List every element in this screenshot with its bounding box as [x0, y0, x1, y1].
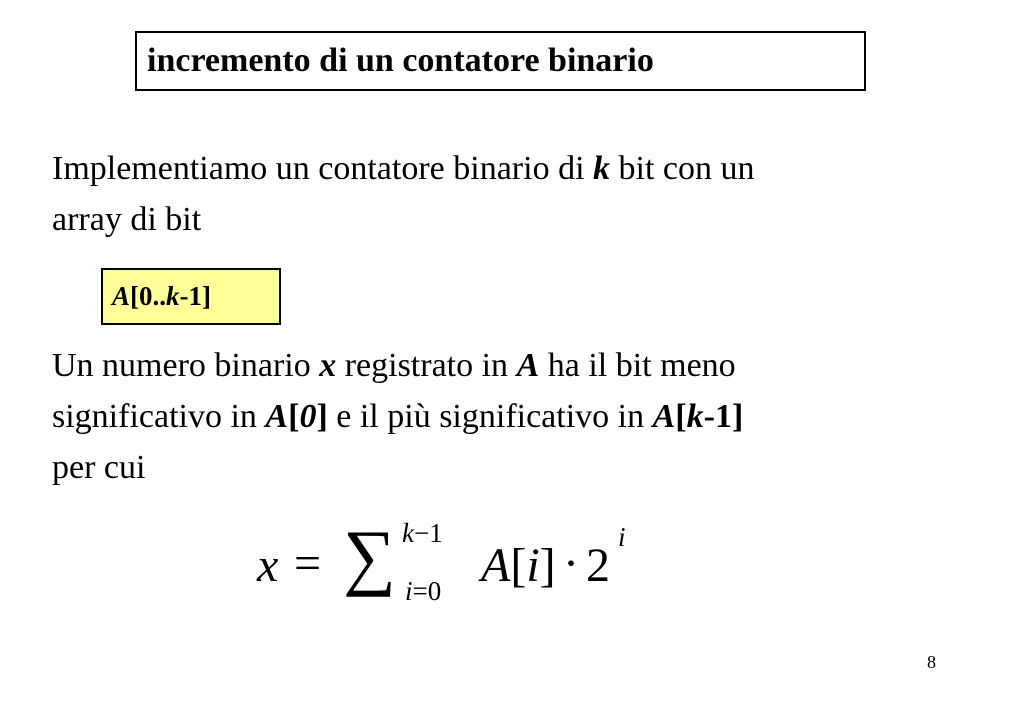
- intro-paragraph: [52, 143, 755, 245]
- desc-text-g: per cui: [52, 449, 146, 486]
- var-a-1: A: [516, 347, 540, 384]
- upper-rest: −1: [413, 518, 443, 548]
- desc-text-e: e il più significativo in: [327, 398, 653, 435]
- lower-rest: =0: [412, 576, 442, 606]
- desc-text-b: registrato in: [336, 347, 517, 384]
- bracket-close-1: ]: [316, 398, 328, 435]
- term-a: A: [481, 539, 511, 592]
- array-notation-box: [101, 268, 281, 325]
- formula-equals: =: [294, 537, 322, 590]
- var-k: k: [593, 150, 611, 187]
- bracket-open-2: [: [675, 398, 687, 435]
- array-close: -1]: [179, 281, 211, 311]
- term-close: ]: [539, 539, 556, 592]
- var-a-3: A: [652, 398, 676, 435]
- sigma-symbol: ∑: [343, 516, 396, 598]
- lower-var: i: [405, 576, 413, 606]
- description-paragraph: [52, 340, 743, 493]
- multiplication-dot: ·: [563, 537, 579, 590]
- desc-text-f: -1]: [703, 398, 744, 435]
- sum-upper-limit: [402, 518, 443, 549]
- sum-formula: [257, 518, 637, 613]
- term-i: i: [526, 539, 540, 592]
- page-number: 8: [927, 652, 936, 672]
- desc-text-c: ha il bit meno: [539, 347, 736, 384]
- term-open: [: [510, 539, 527, 592]
- power-exponent: i: [618, 522, 626, 552]
- formula-lhs: x: [257, 539, 279, 592]
- intro-text-a: Implementiamo un contatore binario di: [52, 150, 594, 187]
- array-var-k: k: [166, 281, 180, 311]
- var-a-2: A: [265, 398, 289, 435]
- desc-text-d: significativo in: [52, 398, 266, 435]
- var-k-2: k: [686, 398, 704, 435]
- sum-term: [481, 538, 556, 593]
- array-var-a: A: [112, 281, 131, 311]
- upper-var: k: [402, 518, 414, 548]
- slide-title: incremento di un contatore binario: [135, 31, 866, 91]
- var-x: x: [319, 347, 337, 384]
- power-base: 2: [586, 539, 610, 592]
- desc-text-a: Un numero binario: [52, 347, 320, 384]
- intro-text-c: array di bit: [52, 201, 202, 238]
- array-open: [0..: [130, 281, 167, 311]
- zero-index: 0: [299, 398, 317, 435]
- sum-lower-limit: [405, 576, 441, 607]
- intro-text-b: bit con un: [610, 150, 755, 187]
- bracket-open-1: [: [288, 398, 300, 435]
